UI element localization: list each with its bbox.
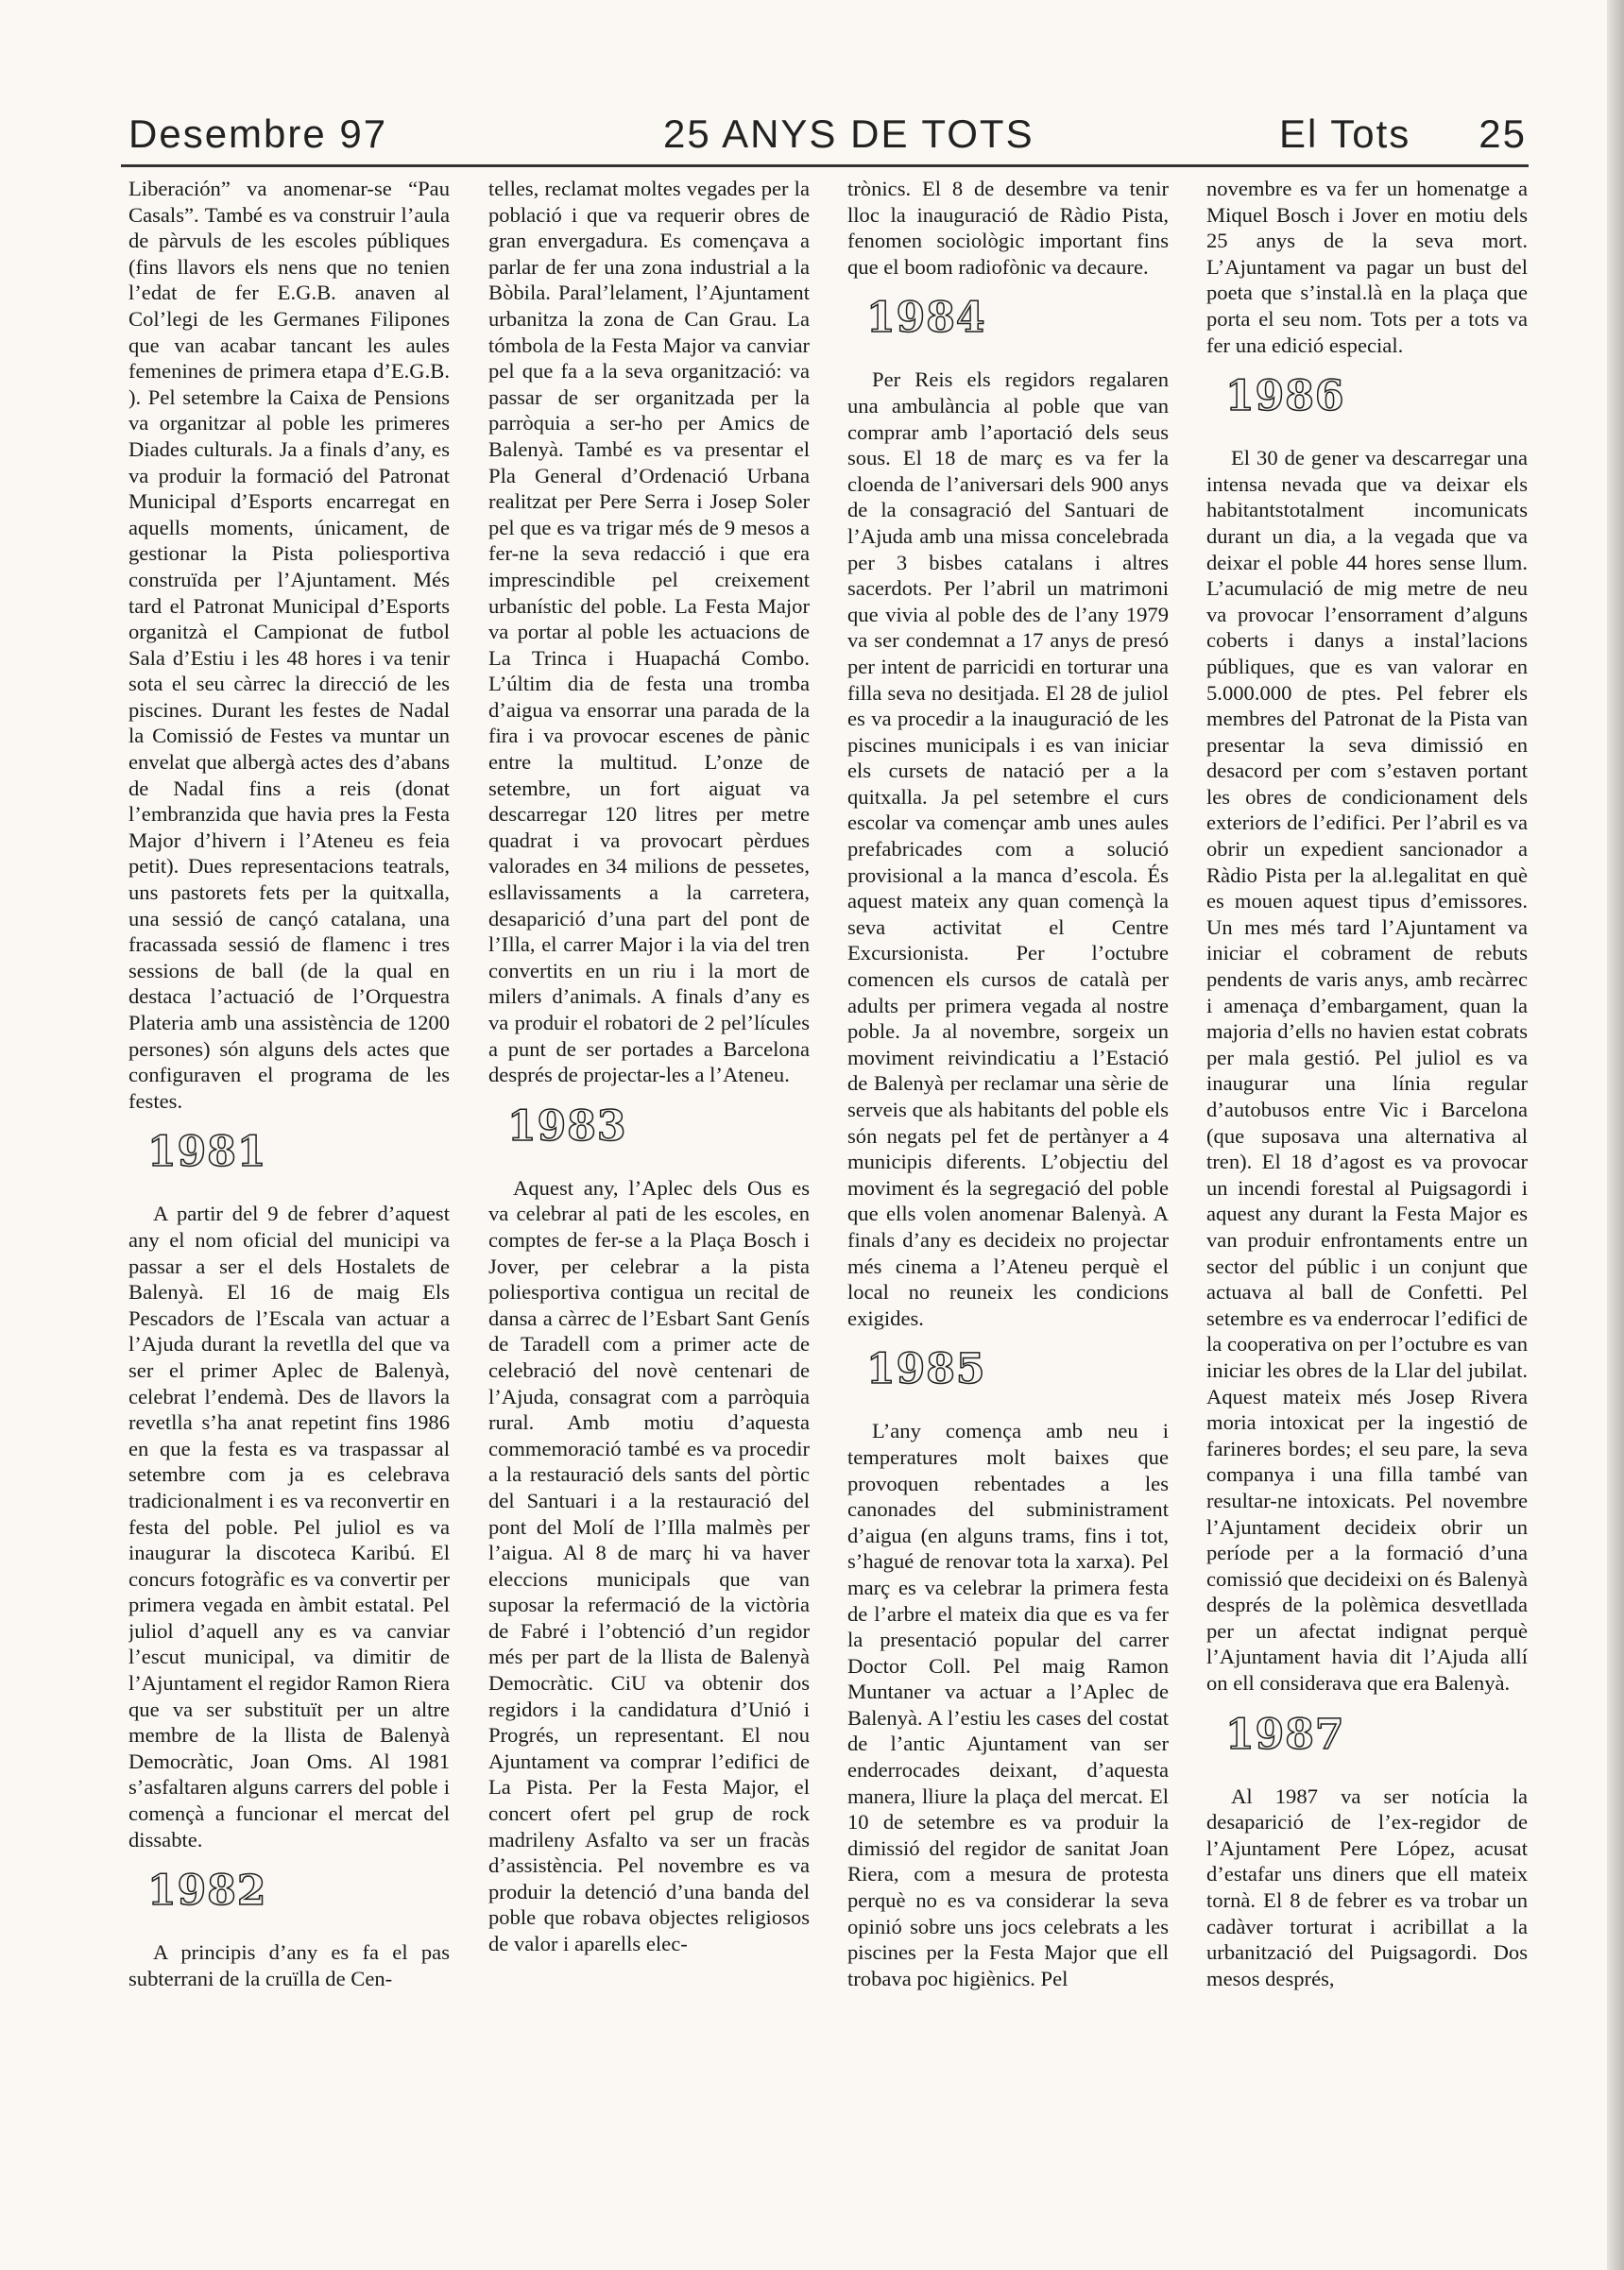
- article-column-2: [488, 176, 810, 2178]
- paragraph: Per Reis els regidors regalaren una ambulància al poble que van comprar amb l’aportació dels seus sous. El 18 de març es va fer la cloenda de l’aniversari dels 900 anys de la consagració del Santuari de l’Ajuda amb una missa concelebrada per 3 bisbes catalans i altres sacerdots. Per l’abril un matrimoni que vivia al poble des de l’any 1979 va ser condemnat a 17 anys de presó per intent de parricidi en torturar una filla seva no desitjada. El 28 de juliol es va procedir a la inauguració de les piscines municipals i es van iniciar els cursets de natació per a la quitxalla. Ja pel setembre el curs escolar va començar amb unes aules prefabricades com a solució provisional a la manca d’escola. És aquest mateix any quan començà la seva activitat el Centre Excursionista. Per l’octubre comencen els cursos de català per adults per primera vegada al nostre poble. Ja al novembre, sorgeix un moviment reivindicatiu a l’Estació de Balenyà per reclamar una sèrie de serveis que als habitants del poble els són negats pel fet de pertànyer a 4 municipis diferents. L’objectiu del moviment és la segregació del poble que ells volen anomenar Balenyà. A finals d’any es decideix no projectar més cinema a l’Ateneu perquè el local no reuneix les condicions exigides.: [847, 367, 1169, 1330]
- header-date: Desembre 97: [128, 111, 388, 156]
- paragraph: novembre es va fer un homenatge a Miquel Bosch i Jover en motiu dels 25 anys de la seva mort. L’Ajuntament va pagar un bust del poeta que s’instal.là en la plaça que porta el seu nom. Tots per a tots va fer una edició especial.: [1206, 177, 1528, 357]
- article-column-3: [847, 176, 1169, 2178]
- year-heading-1984: 1984: [866, 294, 986, 343]
- page-header: [128, 111, 1527, 170]
- header-page-number: 25: [1479, 111, 1527, 156]
- page-edge-shadow: [1607, 0, 1624, 2270]
- paragraph: trònics. El 8 de desembre va tenir lloc la inauguració de Ràdio Pista, fenomen sociològic important fins que el boom radiofònic va decaure.: [847, 177, 1169, 279]
- header-title: 25 ANYS DE TOTS: [663, 111, 1034, 156]
- year-heading-1987: 1987: [1225, 1710, 1345, 1759]
- paragraph: Al 1987 va ser notícia la desaparició de l’ex-regidor de l’Ajuntament Pere López, acusat d’estafar uns diners que ell mateix tornà. El 8 de febrer es va trobar un cadàver torturat i acribillat a la urbanització del Puigsagordi. Dos mesos després,: [1206, 1784, 1528, 1990]
- year-heading-1985: 1985: [866, 1345, 986, 1394]
- paragraph: Aquest any, l’Aplec dels Ous es va celebrar al pati de les escoles, en comptes de fer-se a la Plaça Bosch i Jover, per celebrar a la pista poliesportiva contigua un recital de dansa a càrrec de l’Esbart Sant Genís de Taradell com a primer acte de celebració del novè centenari de l’Ajuda, consagrat com a parròquia rural. Amb motiu d’aquesta commemoració també es va procedir a la restauració dels sants del pòrtic del Santuari i a la restauració del pont del Molí de l’Illa malmès per l’aigua. Al 8 de març hi va haver eleccions municipals que van suposar la refermació de la victòria de Fabré i l’obtenció d’un regidor més per part de la llista de Balenyà Democràtic. CiU va obtenir dos regidors i la candidatura d’Unió i Progrés, un representant. El nou Ajuntament va comprar l’edifici de La Pista. Per la Festa Major, el concert ofert pel grup de rock madrileny Asfalto va ser un fracàs d’assistència. Pel novembre es va produir la detenció d’una banda del poble que robava objectes religiosos de valor i aparells elec-: [488, 1175, 810, 1955]
- paragraph: El 30 de gener va descarregar una intensa nevada que va deixar els habitantstotalment incomunicats durant un dia, a la vegada que va deixar el poble 44 hores sense llum. L’acumulació de mig metre de neu va provocar l’ensorrament d’alguns coberts i danys a instal’lacions públiques, que es van valorar en 5.000.000 de ptes. Pel febrer els membres del Patronat de la Pista van presentar la seva dimissió en desacord per com s’estaven portant les obres de condicionament dels exteriors de l’edifici. Per l’abril es va obrir un expedient sancionador a Ràdio Pista per la al.legalitat en què es mouen aquest tipus d’emissores. Un mes més tard l’Ajuntament va iniciar el cobrament de rebuts pendents de varis anys, amb recàrrec i amenaça d’embargament, quan la majoria d’ells no havien estat cobrats per mala gestió. Pel juliol es va inaugurar una línia regular d’autobusos entre Vic i Barcelona (que suposava una alternativa al tren). El 18 d’agost es va provocar un incendi forestal al Puigsagordi i aquest any durant la Festa Major es van produir enfrontaments entre un sector del públic i un conjunt que actuava al ball de Confetti. Pel setembre es va enderrocar l’edifici de la cooperativa on per l’octubre es van iniciar les obres de la Llar del jubilat. Aquest mateix més Josep Rivera moria intoxicat per la ingestió de farineres bordes; el seu pare, la seva companya i una filla també van resultar-ne intoxicats. Pel novembre l’Ajuntament decideix obrir un període per a la formació d’una comissió que decideixi on és Balenyà després de la polèmica desvetllada per un afectat indignat perquè l’Ajuntament havia dit l’Ajuda allí on ell considerava que era Balenyà.: [1206, 446, 1528, 1696]
- year-heading-1981: 1981: [147, 1128, 267, 1177]
- paragraph: Liberación” va anomenar-se “Pau Casals”. També es va construir l’aula de pàrvuls de les escoles públiques (fins llavors els nens que no tenien l’edat de fer E.G.B. anaven al Col’legi de les Germanes Filipones que van acabar tancant les aules femenines de primera etapa d’E.G.B. ). Pel setembre la Caixa de Pensions va organitzar al poble les primeres Diades culturals. Ja a finals d’any, es va produir la formació del Patronat Municipal d’Esports encarregat en aquells moments, únicament, de gestionar la Pista poliesportiva construïda per l’Ajuntament. Més tard el Patronat Municipal d’Esports organitzà el Campionat de futbol Sala d’Estiu i les 48 hores i va tenir sota el seu càrrec la direcció de les piscines. Durant les festes de Nadal la Comissió de Festes va muntar un envelat que albergà actes des d’abans de Nadal fins a reis (donat l’embranzida que havia pres la Festa Major d’hivern i l’Ateneu es feia petit). Dues representacions teatrals, uns pastorets fets per la quitxalla, una sessió de cançó catalana, una fracassada sessió de flamenc i tres sessions de ball (de la qual en destaca l’actuació de l’Orquestra Plateria amb una assistència de 1200 persones) són alguns dels actes que configuraven el programa de les festes.: [128, 177, 450, 1113]
- year-heading-1982: 1982: [147, 1867, 267, 1916]
- header-publication: [1279, 111, 1527, 157]
- year-heading-1986: 1986: [1225, 372, 1345, 421]
- year-heading-1983: 1983: [507, 1101, 627, 1151]
- header-publication-name: El Tots: [1278, 111, 1411, 156]
- paragraph: telles, reclamat moltes vegades per la població i que va requerir obres de gran envergadura. Es començava a parlar de fer una zona industrial a la Bòbila. Paral’lelament, l’Ajuntament urbanitza la zona de Can Grau. La tómbola de la Festa Major va canviar pel que fa a la seva organització: va passar de ser organitzada per la parròquia a ser-ho per Amics de Balenyà. També es va presentar el Pla General d’Ordenació Urbana realitzat per Pere Serra i Josep Soler pel que es va trigar més de 9 mesos a fer-ne la seva redacció i que era imprescindible pel creixement urbanístic del poble. La Festa Major va portar al poble les actuacions de La Trinca i Huapachá Combo. L’últim dia de festa una tromba d’aigua va ensorrar una parada de la fira i va provocar escenes de pànic entre la multitud. L’onze de setembre, un fort aiguat va descarregar 120 litres per metre quadrat i va provocart pèrdues valorades en 34 milions de pessetes, esllavissaments a la carretera, desaparició d’una part del pont de l’Illa, el carrer Major i la via del tren convertits en un riu i la mort de milers d’animals. A finals d’any es va produir el robatori de 2 pel’lícules a punt de ser portades a Barcelona després de projectar-les a l’Ateneu.: [488, 177, 810, 1087]
- header-rule: [121, 164, 1529, 167]
- article-column-4: [1206, 176, 1528, 2178]
- article-column-1: [128, 176, 450, 2178]
- paragraph: A partir del 9 de febrer d’aquest any el nom oficial del municipi va passar a ser el dels Hostalets de Balenyà. El 16 de maig Els Pescadors de l’Escala van actuar a l’Ajuda durant la revetlla del que va ser el primer Aplec de Balenyà, celebrat l’endemà. Des de llavors la revetlla s’ha anat repetint fins 1986 en que la festa es va traspassar al setembre com ja es celebrava tradicionalment i es va reconvertir en festa del poble. Pel juliol es va inaugurar la discoteca Karibú. El concurs fotogràfic es va convertir per primera vegada en àmbit estatal. Pel juliol d’aquell any es va canviar l’escut municipal, va dimitir de l’Ajuntament el regidor Ramon Riera que va ser substituït per un altre membre de la llista de Balenyà Democràtic, Joan Oms. Al 1981 s’asfaltaren alguns carrers del poble i començà a funcionar el mercat del dissabte.: [128, 1202, 450, 1852]
- paragraph: L’any comença amb neu i temperatures molt baixes que provoquen rebentades a les canonades del subministrament d’aigua (en alguns trams, fins i tot, s’hagué de renovar tota la xarxa). Pel març es va celebrar la primera festa de l’arbre el mateix dia que es va fer la presentació popular del carrer Doctor Coll. Pel maig Ramon Muntaner va actuar a l’Aplec de Balenyà. A l’estiu les cases del costat de l’antic Ajuntament van ser enderrocades deixant, d’aquesta manera, lliure la plaça del mercat. El 10 de setembre es va produir la dimissió del regidor de sanitat Joan Riera, com a mesura de protesta perquè no es va considerar la seva opinió sobre uns jocs celebrats a les piscines per la Festa Major que ell trobava poc higiènics. Pel: [847, 1419, 1169, 1990]
- paragraph: A principis d’any es fa el pas subterrani de la cruïlla de Cen-: [128, 1940, 450, 1990]
